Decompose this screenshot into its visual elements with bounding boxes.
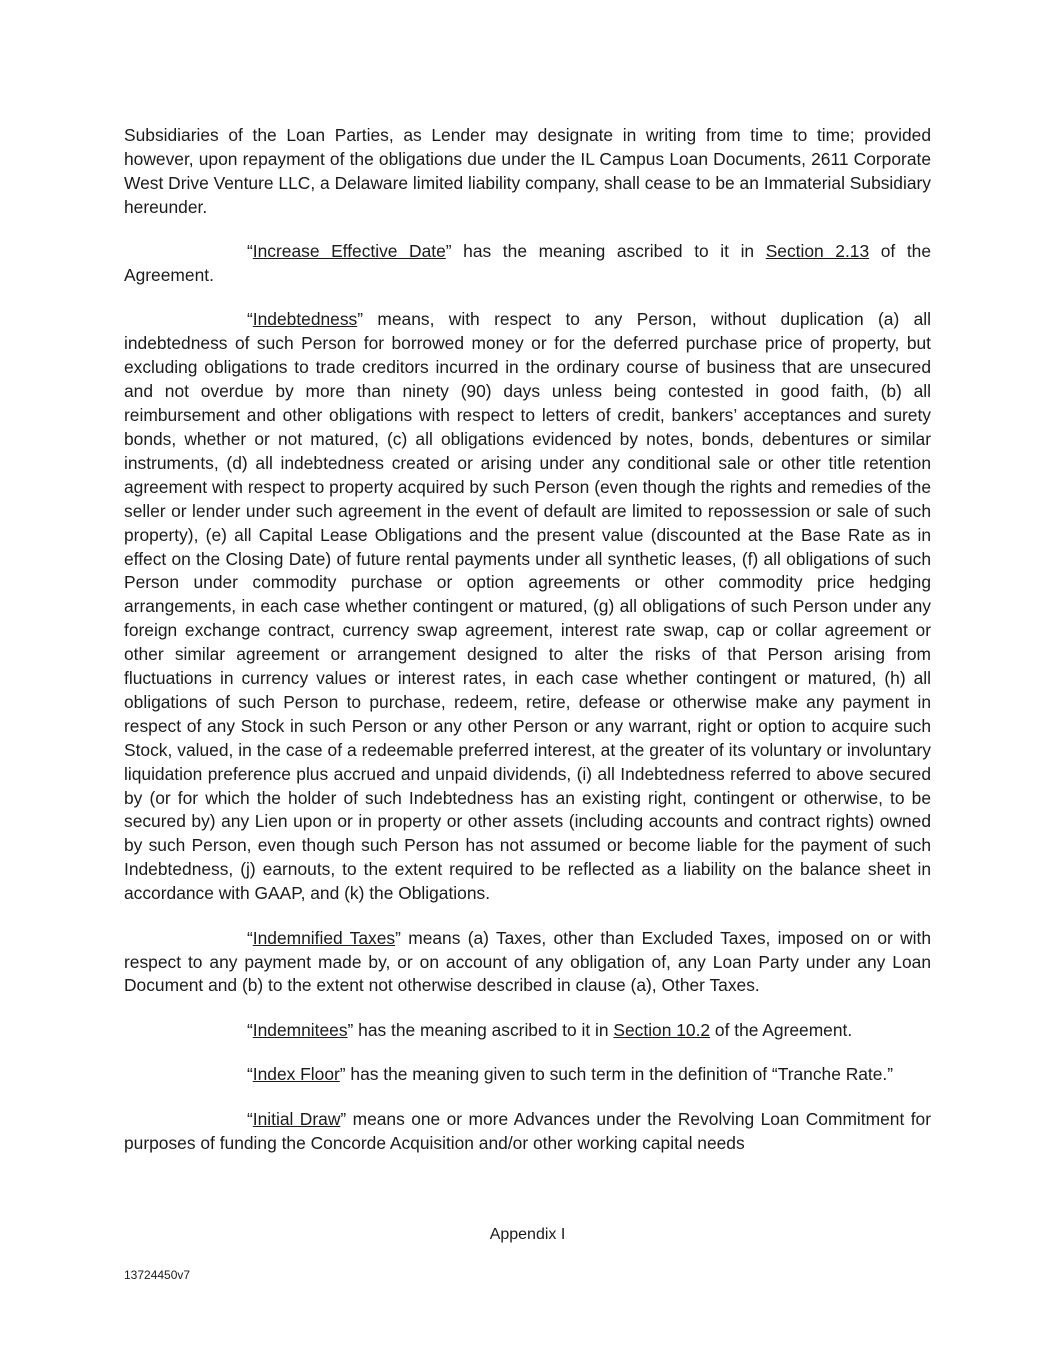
section-reference: Section 2.13	[765, 241, 870, 262]
definition-text: of the Agreement.	[124, 241, 932, 286]
defined-term: Initial Draw	[252, 1108, 341, 1129]
defined-term: Increase Effective Date	[252, 241, 446, 262]
defined-term: Indemnitees	[252, 1019, 348, 1040]
paragraph-intro: Subsidiaries of the Loan Parties, as Lender may designate in writing from time to time; provided however, upon repayment of the obligations due under the IL Campus Loan Documents, 2611 Corporate West Drive Venture LLC, a Delaware limited liability company, shall cease to be an Immaterial Subsidiary hereunder.	[124, 125, 931, 217]
defined-term: Indebtedness	[252, 309, 358, 330]
definition-text: means one or more Advances under the Revolving Loan Commitment for purposes of funding the Concorde Acquisition and/or other working capital needs	[124, 1108, 931, 1153]
document-body	[124, 124, 931, 1176]
definition-increase-effective-date: “Increase Effective Date” has the meaning ascribed to it in Section 2.13 of the Agreement.	[124, 241, 932, 286]
definition-text: of the Agreement.	[710, 1019, 853, 1040]
definition-text: has the meaning given to such term in the definition of “Tranche Rate.”	[345, 1064, 894, 1085]
definition-indebtedness: “Indebtedness” means, with respect to any Person, without duplication (a) all indebtedness of such Person for borrowed money or for the deferred purchase price of property, but excluding obligations to trade creditors incurred in the ordinary course of business that are unsecured and not overdue by more than ninety (90) days unless being contested in good faith, (b) all reimbursement and other obligations with respect to letters of credit, bankers’ acceptances and surety bonds, whether or not matured, (c) all obligations evidenced by notes, bonds, debentures or similar instruments, (d) all indebtedness created or arising under any conditional sale or other title retention agreement with respect to property acquired by such Person (even though the rights and remedies of the seller or lender under such agreement in the event of default are limited to repossession or sale of such property), (e) all Capital Lease Obligations and the present value (discounted at the Base Rate as in effect on the Closing Date) of future rental payments under all synthetic leases, (f) all obligations of such Person under commodity purchase or option agreements or other commodity price hedging arrangements, in each case whether contingent or matured, (g) all obligations of such Person under any foreign exchange contract, currency swap agreement, interest rate swap, cap or collar agreement or other similar agreement or arrangement designed to alter the risks of that Person arising from fluctuations in currency values or interest rates, in each case whether contingent or matured, (h) all obligations of such Person to purchase, redeem, retire, defease or otherwise make any payment in respect of any Stock in such Person or any other Person or any warrant, right or option to acquire such Stock, valued, in the case of a redeemable preferred interest, at the greater of its voluntary or involuntary liquidation preference plus accrued and unpaid dividends, (i) all Indebtedness referred to above secured by (or for which the holder of such Indebtedness has an existing right, contingent or otherwise, to be secured by) any Lien upon or in property or other assets (including accounts and contract rights) owned by such Person, even though such Person has not assumed or become liable for the payment of such Indebtedness, (j) earnouts, to the extent required to be reflected as a liability on the balance sheet in accordance with GAAP, and (k) the Obligations.	[124, 309, 931, 904]
footer-appendix-label: Appendix I	[489, 1226, 566, 1243]
definition-text: has the meaning ascribed to it in	[451, 241, 766, 262]
definition-initial-draw: “Initial Draw” means one or more Advances under the Revolving Loan Commitment for purposes of funding the Concorde Acquisition and/or other working capital needs	[124, 1108, 931, 1153]
defined-term: Index Floor	[252, 1064, 340, 1085]
definition-text: has the meaning ascribed to it in	[353, 1019, 614, 1040]
defined-term: Indemnified Taxes	[252, 927, 396, 948]
definition-indemnitees: “Indemnitees” has the meaning ascribed to it in Section 10.2 of the Agreement.	[247, 1019, 853, 1040]
definition-text: means (a) Taxes, other than Excluded Taxes, imposed on or with respect to any payment made by, or on account of any obligation of, any Loan Party under any Loan Document and (b) to the extent not otherwise described in clause (a), Other Taxes.	[124, 927, 932, 996]
document-id: 13724450v7	[124, 1268, 191, 1282]
definition-text: means, with respect to any Person, without duplication (a) all indebtedness of such Person for borrowed money or for the deferred purchase price of property, but excluding obligations to trade creditors incurred in the ordinary course of business that are unsecured and not overdue by more than ninety (90) days unless being contested in good faith, (b) all reimbursement and other obligations with respect to letters of credit, bankers’ acceptances and surety bonds, whether or not matured, (c) all obligations evidenced by notes, bonds, debentures or similar instruments, (d) all indebtedness created or arising under any conditional sale or other title retention agreement with respect to property acquired by such Person (even though the rights and remedies of the seller or lender under such agreement in the event of default are limited to repossession or sale of such property), (e) all Capital Lease Obligations and the present value (discounted at the Base Rate as in effect on the Closing Date) of future rental payments under all synthetic leases, (f) all obligations of such Person under commodity purchase or option agreements or other commodity price hedging arrangements, in each case whether contingent or matured, (g) all obligations of such Person under any foreign exchange contract, currency swap agreement, interest rate swap, cap or collar agreement or other similar agreement or arrangement designed to alter the risks of that Person arising from fluctuations in currency values or interest rates, in each case whether contingent or matured, (h) all obligations of such Person to purchase, redeem, retire, defease or otherwise make any payment in respect of any Stock in such Person or any other Person or any warrant, right or option to acquire such Stock, valued, in the case of a redeemable preferred interest, at the greater of its voluntary or involuntary liquidation preference plus accrued and unpaid dividends, (i) all Indebtedness referred to above secured by (or for which the holder of such Indebtedness has an existing right, contingent or otherwise, to be secured by) any Lien upon or in property or other assets (including accounts and contract rights) owned by such Person, even though such Person has not assumed or become liable for the payment of such Indebtedness, (j) earnouts, to the extent required to be reflected as a liability on the balance sheet in accordance with GAAP, and (k) the Obligations.	[124, 309, 931, 904]
definition-indemnified-taxes: “Indemnified Taxes” means (a) Taxes, other than Excluded Taxes, imposed on or with respect to any payment made by, or on account of any obligation of, any Loan Party under any Loan Document and (b) to the extent not otherwise described in clause (a), Other Taxes.	[124, 927, 932, 996]
definition-index-floor: “Index Floor” has the meaning given to such term in the definition of “Tranche Rate.”	[247, 1064, 894, 1085]
section-reference: Section 10.2	[613, 1019, 711, 1040]
